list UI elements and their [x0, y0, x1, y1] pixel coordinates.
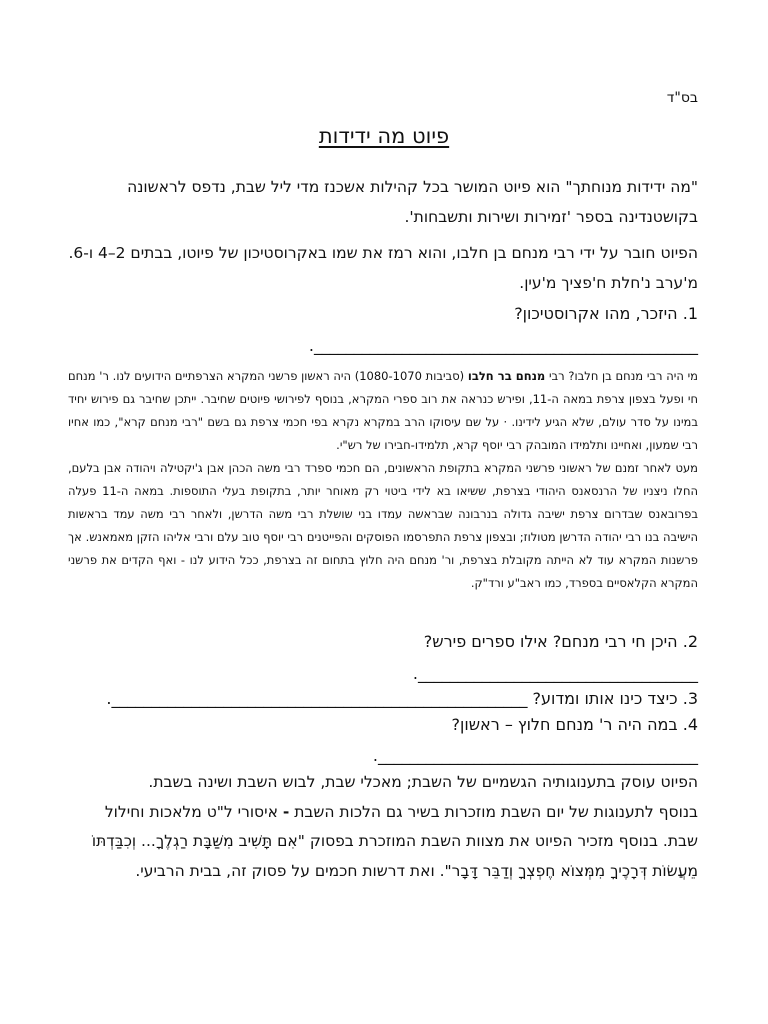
intro-paragraph-2: הפיוט חובר על ידי רבי מנחם בן חלבו, והוא רמז את שמו באקרוסטיכון של פיוטו, בבתים 2–4 ו-6. מ'ערב נ'חלת ח'פציך מ'עין. — [68, 244, 698, 292]
question-3: 3. כיצד כינו אותו ומדוע? ____________________________________________________. — [106, 689, 698, 708]
bio-paragraph-2: מעט לאחר זמנם של ראשוני פרשני המקרא בתקופת הראשונים, הם חכמי ספרד רבי משה הכהן אבן ג'יקטילה ויהודה אבן בלעם, החלו ניצניו של הרנסאנס היהודי בצרפת, ששיאו בא לידי ביטוי רק מאוחר יותר, בתקופת בעלי התוספות. במאה ה-11 פעלה בפרובאנס שבדרום צרפת ישיבה גדולה בנרבונה שבראשה עמדו בני שושלת רבי משה הדרשן, ולאחר רבי משה עמד בראשות הישיבה בנו רבי יהודה הדרשן מטולוז; ובצפון צרפת התפרסמו הפוסקים והפייטנים רבי יוסף טוב עלם ורבי אליהו הזקן מאמאנש. אך פרשנות המקרא עוד לא הייתה מקובלת בצרפת, ור' מנחם היה חלוץ בתחום זה בצרפת, ככל הידוע לנו - ואף הקדים את פרשני המקרא הקלאסיים בספרד, כמו ראב"ע ורד"ק. — [68, 461, 698, 590]
page-title: פיוט מה ידידות — [318, 124, 450, 148]
closing-text-c: איסורי ל"ט מלאכות וחילול שבת. בנוסף מזכיר הפיוט את מצוות השבת המוזכרת בפסוק "אִם תָּשִׁיב מִשַּׁבָּת רַגְלֶךָ... וְכִבַּדְתּוֹ מֵעֲשׂוֹת דְּרָכֶיךָ מִמְּצוֹא חֶפְצְךָ וְדַבֵּר דָּבָר". ואת דרשות חכמים על פסוק זה, בבית הרביעי. — [91, 802, 698, 880]
header-bsd: בס"ד — [666, 90, 698, 106]
bio-lead: מי היה רבי מנחם בן חלבו? רבי — [545, 369, 698, 383]
answer-line-4[interactable]: ________________________________________. — [372, 746, 698, 765]
answer-line-1[interactable]: ________________________________________________. — [308, 336, 698, 355]
closing-text-a: בנוסף לתענוגות של יום השבת מוזכרות בשיר גם הלכות השבת — [289, 802, 698, 821]
bio-name: מנחם בר חלבו — [467, 369, 546, 383]
question-4: 4. במה היה ר' מנחם חלוץ – ראשון? — [451, 715, 698, 734]
intro-paragraph-1: "מה ידידות מנוחתך" הוא פיוט המושר בכל קהילות אשכנז מדי ליל שבת, נדפס לראשונה בקושטנדינה בספר 'זמירות ושירות ותשבחות'. — [127, 178, 698, 226]
closing-paragraph-1: הפיוט עוסק בתענוגותיה הגשמיים של השבת; מאכלי שבת, לבוש השבת ושינה בשבת. — [148, 773, 698, 791]
closing-section — [68, 768, 698, 886]
closing-paragraph-2 — [68, 798, 698, 887]
bio-paragraph-1 — [68, 365, 698, 457]
answer-line-2[interactable]: ___________________________________. — [412, 664, 698, 683]
intro-section — [68, 172, 698, 304]
question-1: 1. היזכר, מהו אקרוסטיכון? — [514, 304, 698, 323]
question-2: 2. היכן חי רבי מנחם? אילו ספרים פירש? — [423, 632, 698, 651]
bio-rest: (סביבות 1080-1070) היה ראשון פרשני המקרא הצרפתיים הידועים לנו. ר' מנחם חי ופעל בצפון צרפת במאה ה-11, ופירש כנראה את רוב ספרי המקרא, בנוסף לפירושי פיוטים שחיבר. ייתכן שחיבר גם פירוש יחיד במינו על סדר עולם, שלא הגיע לידינו. · על שם עיסוקו הרב במקרא נקרא בפי חכמי צרפת גם בשם "רבי מנחם קרא", כמו אחיו רבי שמעון, ואחיינו ותלמידו המובהק רבי יוסף קרא, תלמידו-חבירו של רש"י. — [68, 369, 699, 452]
bio-section — [68, 365, 698, 595]
closing-dash: - — [282, 802, 290, 821]
